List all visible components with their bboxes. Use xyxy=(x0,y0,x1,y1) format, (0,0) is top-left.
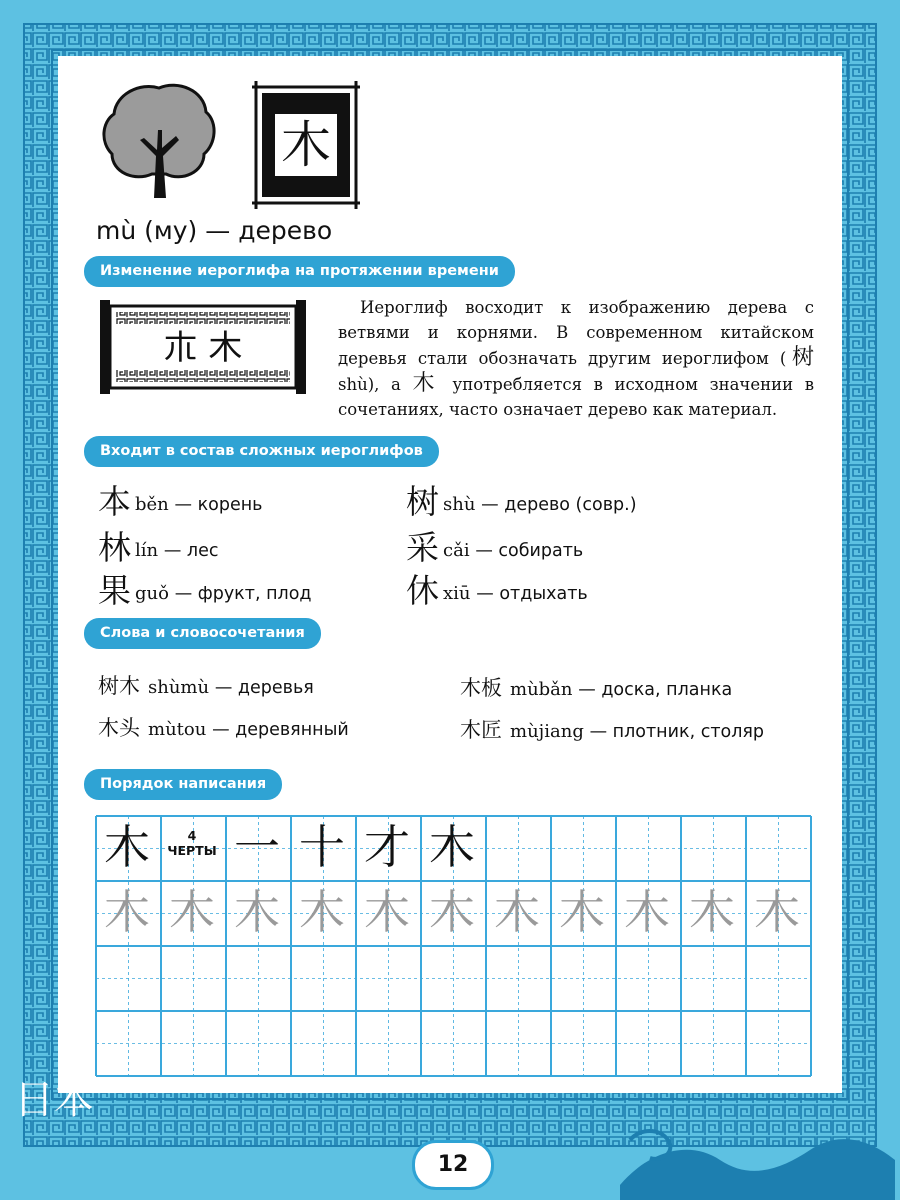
trace-char[interactable]: 木 xyxy=(299,885,345,939)
trace-char[interactable]: 木 xyxy=(104,885,150,939)
trace-char[interactable]: 木 xyxy=(234,885,280,939)
stroke-example-char: 木 xyxy=(104,820,150,874)
main-character: 木 xyxy=(281,116,331,174)
stroke-step: 十 xyxy=(299,820,345,874)
compound-meaning: — фрукт, плод xyxy=(174,584,312,604)
compound-item xyxy=(98,476,263,523)
section-header-compounds: Входит в состав сложных иероглифов xyxy=(84,436,439,467)
compound-item xyxy=(406,522,583,569)
word-pinyin: mùjiang xyxy=(510,721,584,742)
section-header-words: Слова и словосочетания xyxy=(84,618,321,649)
history-pinyin-shu: shù xyxy=(338,375,368,394)
page-number: 12 xyxy=(412,1140,494,1190)
compound-pinyin: guǒ xyxy=(135,583,169,604)
compound-char: 休 xyxy=(406,571,439,610)
compound-item xyxy=(98,522,218,569)
stroke-step: 一 xyxy=(234,820,280,874)
word-chars: 木匠 xyxy=(460,718,502,742)
stroke-step: 木 xyxy=(429,820,475,874)
corner-calligraphy: 日本 xyxy=(14,1077,94,1123)
trace-char[interactable]: 木 xyxy=(169,885,215,939)
word-chars: 树木 xyxy=(98,674,140,698)
compound-pinyin: lín xyxy=(135,540,159,561)
word-item xyxy=(460,672,732,702)
compound-item xyxy=(406,476,637,523)
compound-meaning: — дерево (совр.) xyxy=(481,495,637,515)
word-chars: 木头 xyxy=(98,716,140,740)
stroke-count-label: ЧЕРТЫ xyxy=(167,843,217,858)
compound-pinyin: xiū xyxy=(443,583,471,604)
compound-char: 林 xyxy=(98,528,131,567)
ancient-forms: 𣎳 木 xyxy=(163,328,243,368)
compound-char: 果 xyxy=(98,571,131,610)
trace-char[interactable]: 木 xyxy=(429,885,475,939)
section-header-history: Изменение иероглифа на протяжении времени xyxy=(84,256,515,287)
trace-char[interactable]: 木 xyxy=(364,885,410,939)
word-meaning: — доска, планка xyxy=(578,680,733,700)
compound-meaning: — корень xyxy=(174,495,263,515)
compound-pinyin: běn xyxy=(135,494,169,515)
section-header-stroke-order: Порядок написания xyxy=(84,769,282,800)
compound-char: 采 xyxy=(406,528,439,567)
history-text-part1: Иероглиф восходит к изображению дерева с ветвями и корнями. В современном китайском деревья стали обозначать другим иероглифом ( xyxy=(338,298,814,368)
trace-char[interactable]: 木 xyxy=(624,885,670,939)
trace-char[interactable]: 木 xyxy=(494,885,540,939)
trace-char[interactable]: 木 xyxy=(689,885,735,939)
trace-char[interactable]: 木 xyxy=(559,885,605,939)
compound-char: 树 xyxy=(406,482,439,521)
compound-item xyxy=(98,565,312,612)
word-item xyxy=(460,714,764,744)
word-meaning: — деревья xyxy=(214,678,314,698)
stroke-count xyxy=(160,828,224,858)
compound-pinyin: shù xyxy=(443,494,476,515)
history-char-mu: 木 xyxy=(412,371,441,396)
word-pinyin: mùtou xyxy=(148,719,207,740)
compound-meaning: — отдыхать xyxy=(476,584,588,604)
word-item xyxy=(98,712,349,742)
tree-icon xyxy=(100,78,218,200)
compound-meaning: — лес xyxy=(163,541,219,561)
compound-char: 本 xyxy=(98,482,131,521)
stroke-step: 才 xyxy=(364,820,410,874)
compound-item xyxy=(406,565,588,612)
compound-pinyin: cǎi xyxy=(443,540,470,561)
history-char-shu: 树 xyxy=(786,345,814,370)
history-text-part3: употребляется в исходном значении в сочетаниях, часто означает дерево как материал. xyxy=(338,375,814,419)
compound-meaning: — собирать xyxy=(475,541,584,561)
word-pinyin: shùmù xyxy=(148,677,210,698)
word-meaning: — плотник, столяр xyxy=(589,722,765,742)
trace-char[interactable]: 木 xyxy=(754,885,800,939)
word-pinyin: mùbǎn xyxy=(510,679,573,700)
stroke-count-number: 4 xyxy=(187,828,197,843)
history-text-part2: ), а xyxy=(367,375,413,394)
word-chars: 木板 xyxy=(460,676,502,700)
history-description xyxy=(338,295,814,422)
word-item xyxy=(98,670,314,700)
word-meaning: — деревянный xyxy=(212,720,349,740)
page-title: mù (му) — дерево xyxy=(96,216,333,245)
